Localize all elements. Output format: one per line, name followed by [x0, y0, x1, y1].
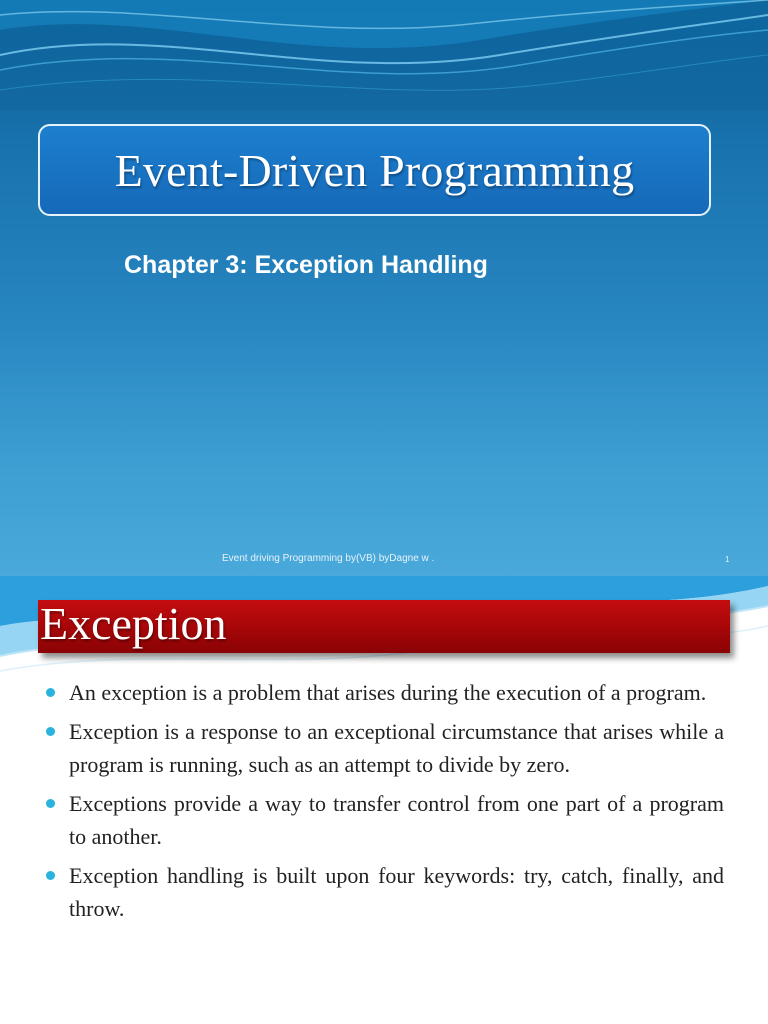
- bullet-item: [44, 715, 724, 781]
- slide-subtitle: Chapter 3: Exception Handling: [124, 251, 488, 279]
- bullet-dot-icon: [46, 799, 55, 808]
- bullet-text: Exceptions provide a way to transfer control from one part of a program to another.: [69, 791, 724, 849]
- slide-title: Event-Driven Programming: [114, 144, 635, 196]
- bullet-dot-icon: [46, 871, 55, 880]
- slide-footer: Event driving Programming by(VB) byDagne w .: [222, 553, 435, 564]
- bullet-item: [44, 859, 724, 925]
- title-box: [38, 124, 711, 216]
- bullet-text: Exception handling is built upon four keywords: try, catch, finally, and throw.: [69, 863, 724, 921]
- slide-heading: Exception: [40, 598, 227, 649]
- bullet-text: Exception is a response to an exceptional circumstance that arises while a program is running, such as an attempt to divide by zero.: [69, 719, 724, 777]
- bullet-item: [44, 676, 724, 709]
- bullet-dot-icon: [46, 688, 55, 697]
- bullet-text: An exception is a problem that arises during the execution of a program.: [69, 680, 707, 705]
- bullet-item: [44, 787, 724, 853]
- bullet-dot-icon: [46, 727, 55, 736]
- bullet-list: [44, 676, 724, 931]
- page-number: 1: [725, 555, 730, 564]
- slide-2: [0, 576, 768, 1024]
- wave-decoration: [0, 0, 768, 110]
